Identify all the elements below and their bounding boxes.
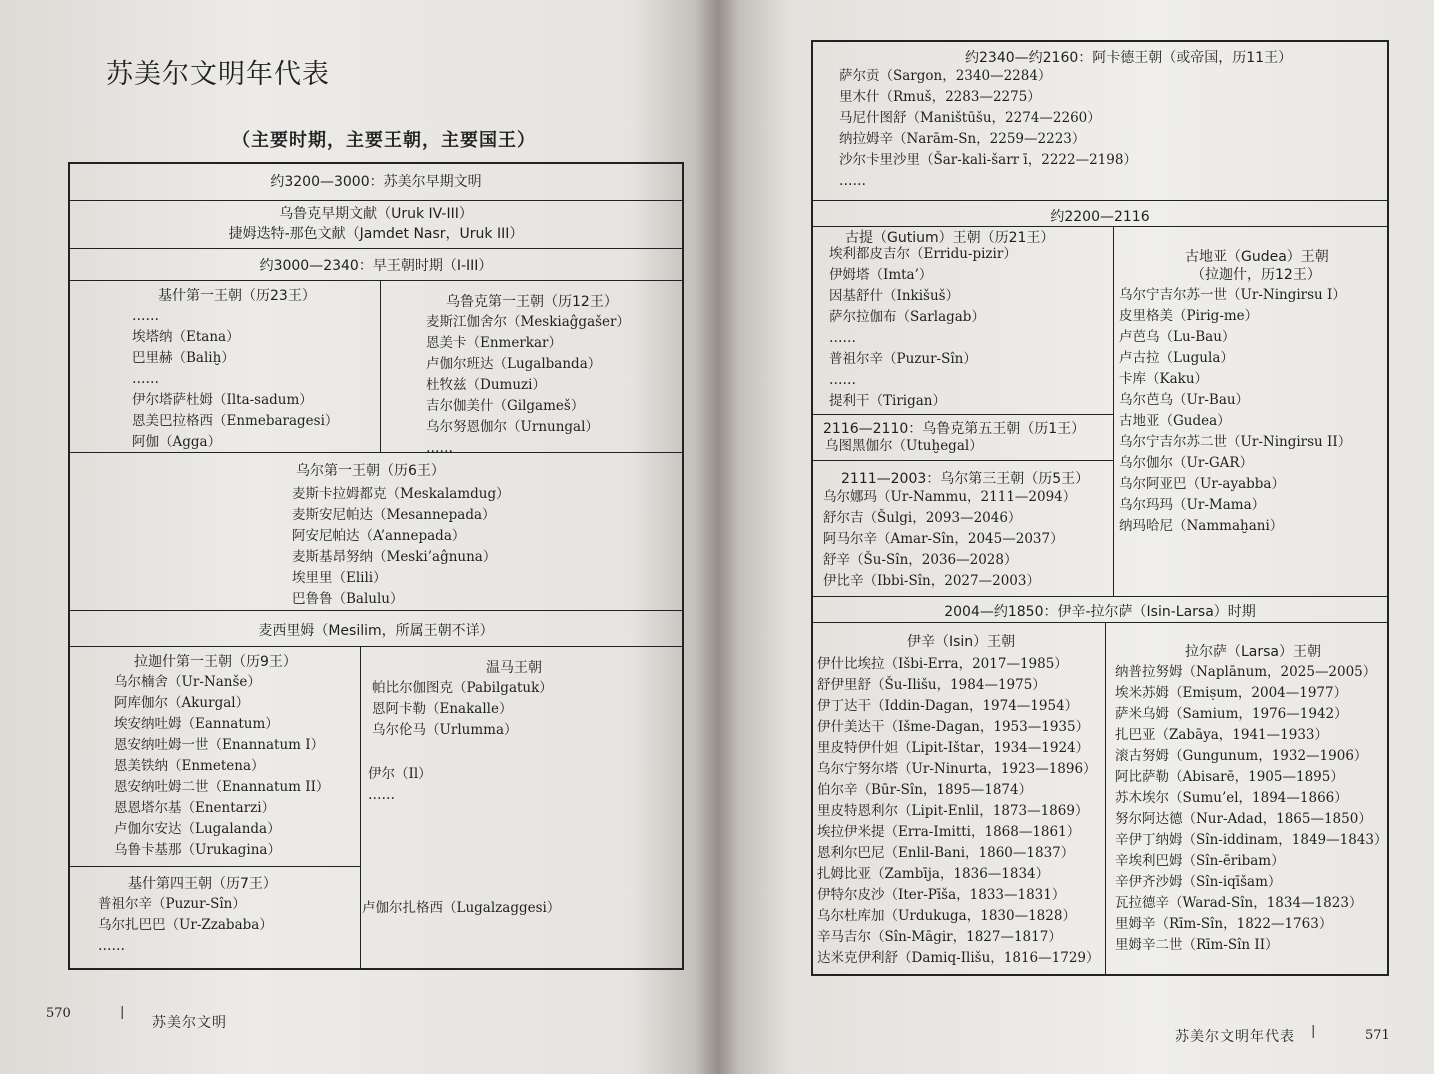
list-item: 恩安纳吐姆一世（Enannatum I） — [114, 737, 325, 753]
list-item: 伊姆塔（Imta’） — [829, 267, 933, 283]
list-item: 努尔阿达德（Nur-Adad，1865—1850） — [1115, 811, 1372, 827]
isin-heading: 伊辛（Isin）王朝 — [907, 634, 1016, 650]
list-item: 里皮特恩利尔（Lipit-Enlil，1873—1869） — [817, 803, 1089, 819]
list-item: 扎姆比亚（Zambīja，1836—1834） — [817, 866, 1050, 882]
kish4-heading: 基什第四王朝（历7王） — [128, 876, 277, 892]
isin-king-list — [817, 654, 1100, 969]
chronology-table-left — [68, 162, 684, 970]
list-item: 埃利都皮吉尔（Erridu-pizir） — [829, 246, 1017, 262]
list-item: 阿伽（Agga） — [132, 434, 222, 450]
list-item: 辛伊齐沙姆（Sîn-iqīšam） — [1115, 874, 1282, 890]
period-early: 约3200—3000：苏美尔早期文明 — [270, 174, 482, 190]
list-item: 卢伽尔安达（Lugalanda） — [114, 821, 281, 837]
list-item: …… — [132, 308, 159, 324]
list-item: 苏木埃尔（Sumu’el，1894—1866） — [1115, 790, 1348, 806]
ur3-king-list — [823, 487, 1076, 592]
larsa-king-list — [1115, 662, 1388, 956]
list-item: 舒尔吉（Šulgi，2093—2046） — [823, 510, 1022, 526]
gutium-king-list — [829, 244, 1017, 412]
list-item: 埃米苏姆（Emiṣum，2004—1977） — [1115, 685, 1348, 701]
umma-king-list-2 — [368, 764, 432, 806]
list-item: 埃塔纳（Etana） — [132, 329, 240, 345]
list-item: 乌尔宁吉尔苏一世（Ur-Ningirsu I） — [1119, 287, 1346, 303]
list-item: 乌尔努恩伽尔（Urnungal） — [426, 419, 599, 435]
page-title: 苏美尔文明年代表 — [106, 59, 330, 90]
ur3-heading: 2111—2003：乌尔第三王朝（历5王） — [841, 471, 1090, 487]
list-item: 萨米乌姆（Samium，1976—1942） — [1115, 706, 1348, 722]
list-item: 乌尔扎巴巴（Ur-Zzababa） — [98, 917, 273, 933]
list-item: 达米克伊利舒（Damiq-Ilišu，1816—1729） — [817, 950, 1100, 966]
umma-last-king: 卢伽尔扎格西（Lugalzaggesi） — [362, 900, 561, 916]
list-item: 埃安纳吐姆（Eannatum） — [114, 716, 279, 732]
list-item: 舒辛（Šu-Sîn，2036—2028） — [823, 552, 1018, 568]
list-item: …… — [829, 372, 856, 388]
gudea-king-list — [1119, 285, 1351, 537]
list-item: 恩恩塔尔基（Enentarzi） — [114, 800, 276, 816]
list-item: …… — [839, 173, 866, 189]
uruk5-king-list — [825, 436, 983, 457]
list-item: 滚古努姆（Gungunum，1932—1906） — [1115, 748, 1368, 764]
list-item: 阿库伽尔（Akurgal） — [114, 695, 250, 711]
list-item: 恩美铁纳（Enmetena） — [114, 758, 265, 774]
period-isin-larsa: 2004—约1850：伊辛-拉尔萨（Isin-Larsa）时期 — [944, 604, 1256, 620]
list-item: 里木什（Rmuš，2283—2275） — [839, 89, 1041, 105]
list-item: …… — [368, 787, 395, 803]
list-item: 纳拉姆辛（Narām-Sn，2259—2223） — [839, 131, 1086, 147]
list-item: 帕比尔伽图克（Pabilgatuk） — [372, 680, 553, 696]
list-item: 伊尔塔萨杜姆（Ilta-sadum） — [132, 392, 313, 408]
list-item: 阿比萨勒（Abisarē，1905—1895） — [1115, 769, 1344, 785]
list-item: …… — [426, 440, 453, 456]
list-item: 马尼什图舒（Maništūšu，2274—2260） — [839, 110, 1101, 126]
list-item: 纳玛哈尼（Nammaḫani） — [1119, 518, 1284, 534]
list-item: 恩安纳吐姆二世（Enannatum II） — [114, 779, 330, 795]
period-2200: 约2200—2116 — [1050, 209, 1150, 225]
list-item: 里姆辛二世（Rīm-Sîn II） — [1115, 937, 1279, 953]
list-item: 恩阿卡勒（Enakalle） — [372, 701, 513, 717]
list-item: 乌尔芭乌（Ur-Bau） — [1119, 392, 1250, 408]
list-item: 伯尔辛（Būr-Sîn，1895—1874） — [817, 782, 1033, 798]
page-subtitle: （主要时期，主要王朝，主要国王） — [232, 130, 536, 151]
list-item: 卢芭乌（Lu-Bau） — [1119, 329, 1236, 345]
list-item: 乌鲁卡基那（Urukagina） — [114, 842, 281, 858]
uruk1-king-list — [426, 312, 630, 459]
list-item: 麦斯安尼帕达（Mesannepada） — [292, 507, 496, 523]
kish1-king-list — [132, 306, 338, 453]
running-head-left: 苏美尔文明 — [152, 1015, 227, 1031]
list-item: 乌尔玛玛（Ur-Mama） — [1119, 497, 1266, 513]
running-head-separator-left: | — [120, 1005, 125, 1020]
page-number-left: 570 — [46, 1006, 71, 1021]
list-item: 沙尔卡里沙里（Šar-kali-šarr ī，2222—2198） — [839, 152, 1137, 168]
list-item: …… — [132, 371, 159, 387]
list-item: 巴里赫（Baliḫ） — [132, 350, 235, 366]
list-item: 乌尔阿亚巴（Ur-ayabba） — [1119, 476, 1285, 492]
jamdet-nasr-texts: 捷姆迭特-那色文献（Jamdet Nasr，Uruk III） — [228, 226, 524, 242]
list-item: 阿马尔辛（Amar-Sîn，2045—2037） — [823, 531, 1064, 547]
gudea-heading: 古地亚（Gudea）王朝 — [1185, 249, 1329, 265]
list-item: 乌尔宁努尔塔（Ur-Ninurta，1923—1896） — [817, 761, 1097, 777]
list-item: 卢伽尔班达（Lugalbanda） — [426, 356, 602, 372]
list-item: 乌尔伽尔（Ur-GAR） — [1119, 455, 1254, 471]
list-item: …… — [829, 330, 856, 346]
list-item: 普祖尔辛（Puzur-Sîn） — [829, 351, 977, 367]
running-head-separator-right: | — [1311, 1024, 1316, 1039]
list-item: 乌尔娜玛（Ur-Nammu，2111—2094） — [823, 489, 1077, 505]
book-gutter — [695, 0, 739, 1074]
akkad-king-list — [839, 66, 1137, 192]
list-item: 伊什美达干（Išme-Dagan，1953—1935） — [817, 719, 1090, 735]
list-item: 因基舒什（Inkišuš） — [829, 288, 960, 304]
list-item: 萨尔贡（Sargon，2340—2284） — [839, 68, 1052, 84]
list-item: 辛伊丁纳姆（Sîn-iddinam，1849—1843） — [1115, 832, 1388, 848]
list-item: 纳普拉努姆（Naplānum，2025—2005） — [1115, 664, 1377, 680]
list-item: 伊比辛（Ibbi-Sîn，2027—2003） — [823, 573, 1040, 589]
uruk5-heading: 2116—2110：乌鲁克第五王朝（历1王） — [823, 421, 1086, 437]
list-item: 里姆辛（Rīm-Sîn，1822—1763） — [1115, 916, 1333, 932]
list-item: 皮里格美（Pirig-me） — [1119, 308, 1259, 324]
list-item: 辛埃利巴姆（Sîn-ēribam） — [1115, 853, 1285, 869]
akkad-heading: 约2340—约2160：阿卡德王朝（或帝国，历11王） — [965, 50, 1293, 66]
list-item: 恩美卡（Enmerkar） — [426, 335, 562, 351]
list-item: 扎巴亚（Zabāya，1941—1933） — [1115, 727, 1329, 743]
list-item: 萨尔拉伽布（Sarlagab） — [829, 309, 985, 325]
chronology-table-right — [811, 40, 1389, 976]
period-early-dynastic: 约3000—2340：早王朝时期（I-III） — [259, 258, 493, 274]
gudea-subheading: （拉迦什，历12王） — [1191, 267, 1321, 283]
list-item: 麦斯卡拉姆都克（Meskalamdug） — [292, 486, 510, 502]
list-item: 巴鲁鲁（Balulu） — [292, 591, 404, 607]
gutium-heading: 古提（Gutium）王朝（历21王） — [845, 230, 1055, 246]
right-page — [717, 0, 1434, 1074]
umma-king-list — [372, 678, 553, 741]
list-item: 埃拉伊米提（Erra-Imitti，1868—1861） — [817, 824, 1081, 840]
running-head-right: 苏美尔文明年代表 — [1175, 1029, 1295, 1045]
list-item: 麦斯基昂努纳（Meski’aĝnuna） — [292, 549, 497, 565]
list-item: …… — [98, 938, 125, 954]
page-number-right: 571 — [1365, 1028, 1390, 1043]
list-item: 提利干（Tirigan） — [829, 393, 946, 409]
list-item: 古地亚（Gudea） — [1119, 413, 1231, 429]
list-item: 埃里里（Elili） — [292, 570, 387, 586]
list-item: 乌尔伦马（Urlumma） — [372, 722, 518, 738]
list-item: 卡库（Kaku） — [1119, 371, 1209, 387]
list-item: 普祖尔辛（Puzur-Sîn） — [98, 896, 246, 912]
list-item: 乌尔宁吉尔苏二世（Ur-Ningirsu II） — [1119, 434, 1352, 450]
list-item: 乌尔楠舍（Ur-Nanše） — [114, 674, 261, 690]
list-item: 伊特尔皮沙（Iter-Pīša，1833—1831） — [817, 887, 1066, 903]
uruk-early-texts: 乌鲁克早期文献（Uruk IV-III） — [279, 206, 473, 222]
ur1-heading: 乌尔第一王朝（历6王） — [296, 463, 445, 479]
list-item: 辛马吉尔（Sîn-Māgir，1827—1817） — [817, 929, 1062, 945]
list-item: 里皮特伊什妲（Lipit-Ištar，1934—1924） — [817, 740, 1090, 756]
list-item: 瓦拉德辛（Warad-Sîn，1834—1823） — [1115, 895, 1363, 911]
kish1-heading: 基什第一王朝（历23王） — [158, 288, 316, 304]
umma-heading: 温马王朝 — [486, 660, 542, 676]
kish4-king-list — [98, 894, 273, 957]
list-item: 恩美巴拉格西（Enmebaragesi） — [132, 413, 339, 429]
list-item: 乌尔杜库加（Urdukuga，1830—1828） — [817, 908, 1076, 924]
lagash1-king-list — [114, 672, 329, 861]
ur1-king-list — [292, 484, 510, 610]
list-item: 乌图黑伽尔（Utuḫegal） — [825, 438, 983, 454]
list-item: 伊尔（Il） — [368, 766, 432, 782]
list-item: 恩利尔巴尼（Enlil-Bani，1860—1837） — [817, 845, 1075, 861]
list-item: 杜牧兹（Dumuzi） — [426, 377, 546, 393]
larsa-heading: 拉尔萨（Larsa）王朝 — [1185, 644, 1322, 660]
list-item: 伊丁达干（Iddin-Dagan，1974—1954） — [817, 698, 1079, 714]
list-item: 阿安尼帕达（A’annepada） — [292, 528, 466, 544]
lagash1-heading: 拉迦什第一王朝（历9王） — [134, 654, 297, 670]
uruk1-heading: 乌鲁克第一王朝（历12王） — [446, 294, 618, 310]
list-item: 麦斯江伽舍尔（Meskiaĝgašer） — [426, 314, 630, 330]
list-item: 舒伊里舒（Šu-Ilišu，1984—1975） — [817, 677, 1046, 693]
list-item: 吉尔伽美什（Gilgameš） — [426, 398, 585, 414]
list-item: 伊什比埃拉（Išbi-Erra，2017—1985） — [817, 656, 1068, 672]
mesilim-entry: 麦西里姆（Mesilim，所属王朝不详） — [258, 623, 494, 639]
list-item: 卢古拉（Lugula） — [1119, 350, 1234, 366]
